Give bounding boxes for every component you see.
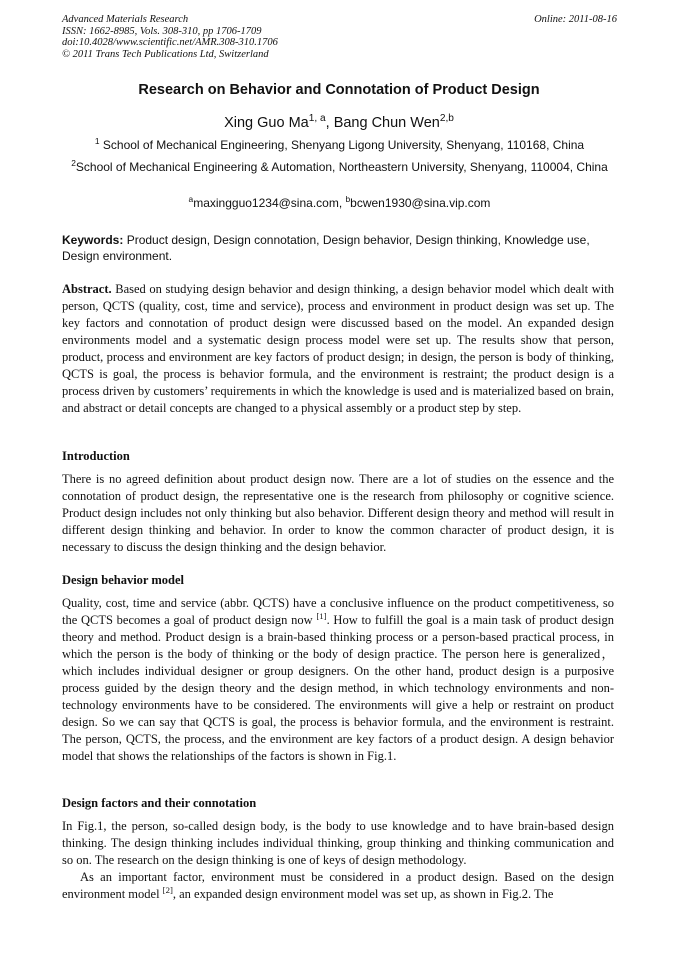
paragraph: [62, 869, 614, 903]
paragraph-text: As an important factor, environment must be considered in a product design. Based on the design environment model: [62, 870, 614, 901]
paragraph-text: , an expanded design environment model was set up, as shown in Fig.2. The: [172, 887, 554, 901]
copyright-line: © 2011 Trans Tech Publications Ltd, Switzerland: [62, 48, 269, 60]
section-body: There is no agreed definition about product design now. There are a lot of studies on the essence and the connotation of product design, the representative one is the research from philosophy or cognitive science. Product design includes not only thinking but also behavior. Different design theory and method will result in different design thinking and behavior. In order to know the common character of product design, it is necessary to discuss the design thinking and the design behavior.: [62, 472, 614, 554]
paragraph-text: In Fig.1, the person, so-called design body, is the body to use knowledge and to have brain-based design thinking. The design thinking includes individual thinking, group thinking and thinking communication and so on. The research on the design thinking is one of keys of design methodology.: [62, 819, 614, 867]
author-separator: ,: [325, 115, 334, 131]
abstract-text: Based on studying design behavior and design thinking, a design behavior model which dealt with person, QCTS (quality, cost, time and service), process and environment in product design was set up. The key factors and connotation of product design were discussed based on the model. An expanded design environments model and a systematic design process model were set up. The results show that person, product, process and environment are key factors of product design; in design, the person is body of thinking, QCTS is goal, the process is behavior formula, and the environment is restraint; the product design is a process driven by customers’ requirements in which the knowledge is used and is materialized based on brain, and abstract or detail concepts are changed to a physical assembly or a product step by step.: [62, 282, 614, 415]
doi-line: doi:10.4028/www.scientific.net/AMR.308-310.1706: [62, 37, 278, 48]
journal-name: Advanced Materials Research: [62, 14, 189, 25]
affiliation-text: School of Mechanical Engineering & Automation, Northeastern University, Shenyang, 110004, China: [75, 160, 608, 174]
keywords: [62, 232, 614, 264]
section-heading: Introduction: [62, 449, 130, 463]
online-date: Online: 2011-08-16: [534, 14, 617, 25]
paragraph-text: Quality, cost, time and service (abbr. QCTS) have a conclusive influence on the product competitiveness, so the QCTS becomes a goal of product design now: [62, 596, 614, 627]
section-heading: Design factors and their connotation: [62, 796, 257, 810]
paragraph-text: . How to fulfill the goal is a main task of product design theory and method. Product design is a brain-based thinking process or a person-based practical process, in which the person is the body of thinking or the body of design practice. The person here is generalized，which includes individual designer or group designers. On the other hand, product design is a purposive process guided by the design theory and the design method, in which technology environments and non-technology environments have to be considered. The environments will give a help or restraint on product design. So we can say that QCTS is goal, the process is behavior formula, and the environment is restraint. The person, QCTS, the process, and the environment are key factors of a product design. A design behavior model that shows the relationships of the factors is shown in Fig.1.: [62, 613, 614, 763]
keywords-text: Product design, Design connotation, Design behavior, Design thinking, Knowledge use, Design environment.: [62, 233, 590, 263]
affiliation-mark: 1: [94, 136, 100, 146]
keywords-label: Keywords:: [62, 233, 124, 247]
section-heading: Design behavior model: [62, 573, 184, 587]
author-name: Xing Guo Ma: [224, 115, 309, 131]
email-mark: b: [345, 194, 351, 204]
issn-line: ISSN: 1662-8985, Vols. 308-310, pp 1706-1709: [62, 25, 262, 37]
section-body: [62, 595, 614, 765]
affiliation: [62, 137, 617, 153]
affiliation-mark: 2: [71, 158, 76, 168]
abstract-label: Abstract.: [62, 282, 112, 296]
abstract: [62, 281, 614, 417]
journal-header: [62, 14, 617, 60]
author-name: Bang Chun Wen: [333, 115, 440, 131]
citation: [2]: [162, 884, 173, 895]
email-mark: a: [188, 194, 194, 204]
email-line: [62, 195, 617, 211]
affiliation-text: School of Mechanical Engineering, Shenyang Ligong University, Shenyang, 110168, China: [102, 138, 585, 152]
author-line: [0, 115, 678, 131]
citation: [1]: [316, 610, 327, 621]
affiliation: [62, 159, 617, 175]
author-affiliation-mark: 2,b: [439, 113, 454, 125]
email-address: bcwen1930@sina.vip.com: [350, 196, 491, 210]
paper-title: Research on Behavior and Connotation of Product Design: [138, 82, 540, 98]
email-separator: ,: [338, 196, 346, 210]
section-body: [62, 818, 614, 903]
author-affiliation-mark: 1, a: [308, 113, 326, 125]
email-address: maxingguo1234@sina.com: [193, 196, 339, 210]
